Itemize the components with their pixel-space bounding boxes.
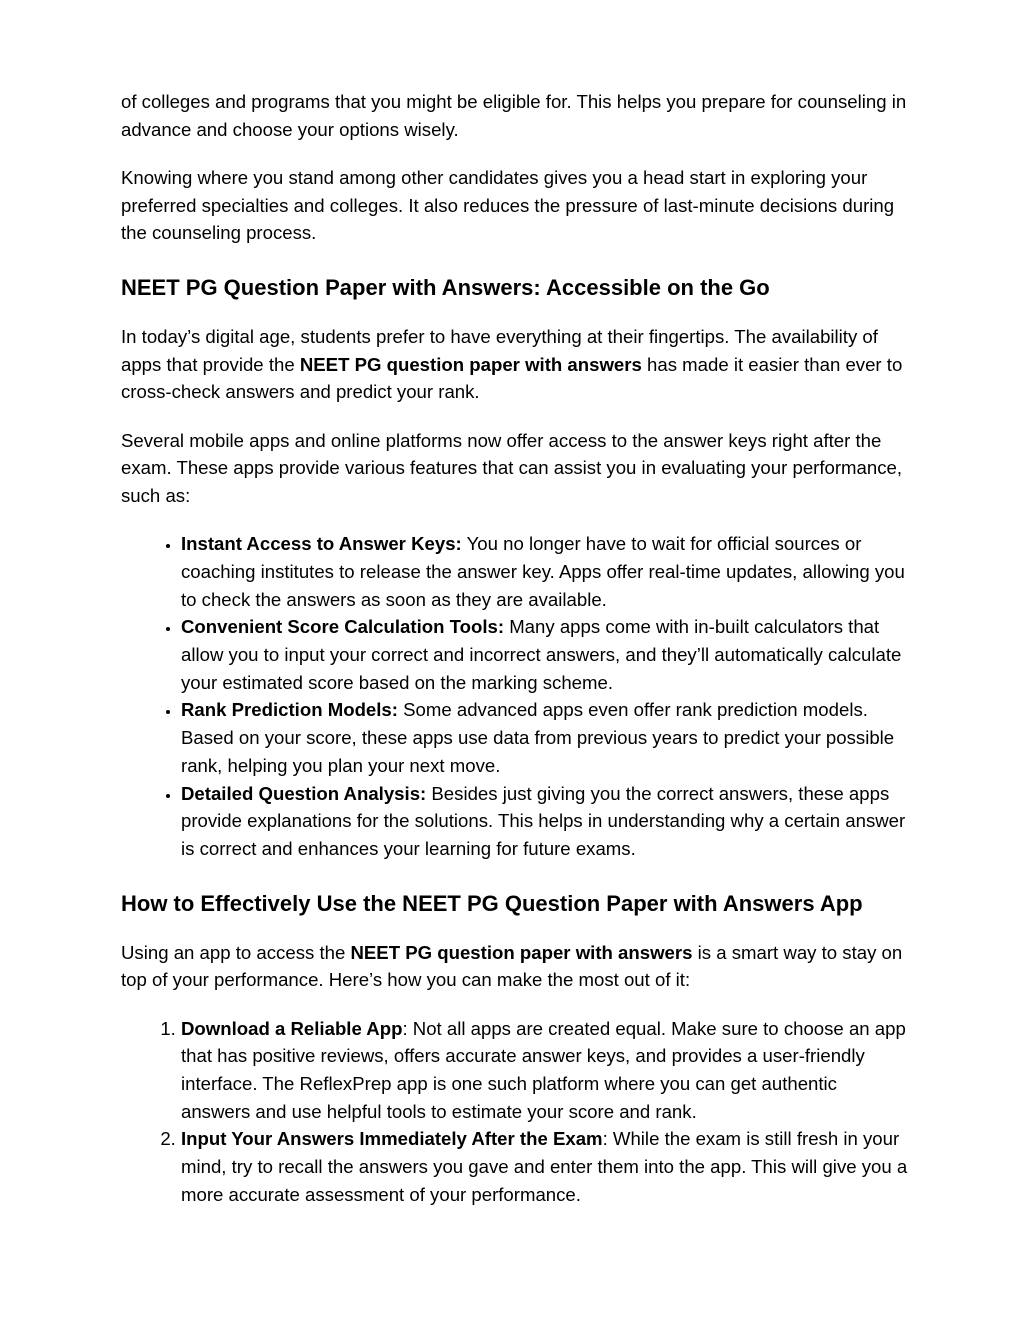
list-item-title: Instant Access to Answer Keys: xyxy=(181,533,462,555)
bold-keyword: NEET PG question paper with answers xyxy=(299,353,642,375)
heading-effective-use: How to Effectively Use the NEET PG Question Paper with Answers App xyxy=(121,890,863,916)
list-item-text: You no longer have to wait for official sources or coaching institutes to release the answer key. Apps offer real-time updates, allowing you to check the answers as soon as they are available. xyxy=(181,533,905,610)
list-item-text: Besides just giving you the correct answers, these apps provide explanations for the solutions. This helps in understanding why a certain answer is correct and enhances your learning for future exams. xyxy=(181,782,906,859)
text-segment: Using an app to access the xyxy=(121,941,351,963)
list-item-text: : While the exam is still fresh in your mind, try to recall the answers you gave and enter them into the app. This will give you a more accurate assessment of your performance. xyxy=(181,1128,908,1205)
list-item xyxy=(181,530,911,613)
list-item xyxy=(181,1015,911,1126)
feature-list xyxy=(121,530,911,862)
list-item xyxy=(181,780,911,863)
heading-accessible: NEET PG Question Paper with Answers: Accessible on the Go xyxy=(121,275,770,301)
text-segment: In today’s digital age, students prefer to have everything at their fingertips. The availability of apps that provide the xyxy=(121,326,878,375)
list-item-title: Rank Prediction Models: xyxy=(181,699,398,721)
list-item xyxy=(181,696,911,779)
text-segment: is a smart way to stay on top of your performance. Here’s how you can make the most out of it: xyxy=(121,941,903,991)
bold-keyword: NEET PG question paper with answers xyxy=(350,941,693,963)
list-item-text: Some advanced apps even offer rank prediction models. Based on your score, these apps use data from previous years to predict your possible rank, helping you plan your next move. xyxy=(181,699,895,776)
paragraph-using-app xyxy=(121,939,911,994)
paragraph-intro: of colleges and programs that you might be eligible for. This helps you prepare for counseling in advance and choose your options wisely. xyxy=(121,91,907,140)
list-item-title: Download a Reliable App xyxy=(181,1017,403,1039)
document-page xyxy=(121,88,911,1209)
paragraph-digital-age xyxy=(121,323,911,406)
paragraph-standing: Knowing where you stand among other candidates gives you a head start in exploring your preferred specialties and colleges. It also reduces the pressure of last-minute decisions during the counseling process. xyxy=(121,166,895,244)
paragraph-mobile-apps: Several mobile apps and online platforms now offer access to the answer keys right after the exam. These apps provide various features that can assist you in evaluating your performance, such as: xyxy=(121,429,903,507)
list-item xyxy=(181,613,911,696)
list-item-title: Convenient Score Calculation Tools: xyxy=(181,616,505,638)
list-item xyxy=(181,1125,911,1208)
text-segment: has made it easier than ever to cross-check answers and predict your rank. xyxy=(121,353,903,403)
list-item-title: Detailed Question Analysis: xyxy=(181,782,427,804)
list-item-text: Many apps come with in-built calculators that allow you to input your correct and incorrect answers, and they’ll automatically calculate your estimated score based on the marking scheme. xyxy=(181,616,902,693)
list-item-text: : Not all apps are created equal. Make sure to choose an app that has positive reviews, offers accurate answer keys, and provides a user-friendly interface. The ReflexPrep app is one such platform where you can get authentic answers and use helpful tools to estimate your score and rank. xyxy=(181,1017,906,1122)
steps-list xyxy=(121,1015,911,1209)
list-item-title: Input Your Answers Immediately After the Exam xyxy=(181,1128,603,1150)
